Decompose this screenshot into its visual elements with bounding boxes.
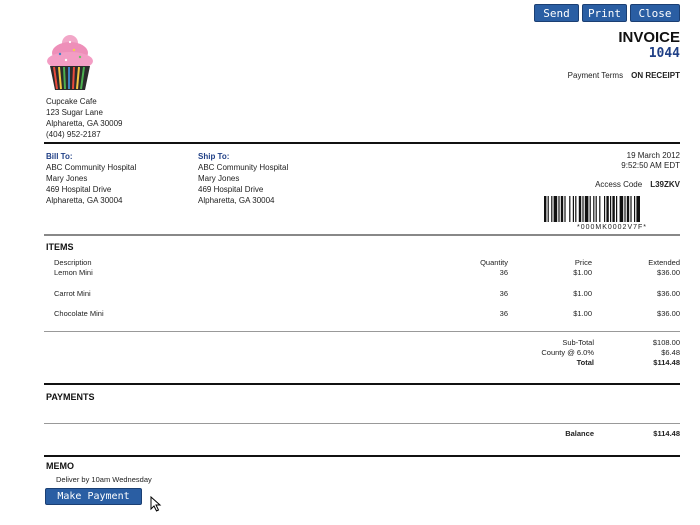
memo-title: MEMO <box>46 461 74 471</box>
total-value: $114.48 <box>653 358 680 367</box>
col-description: Description <box>54 258 92 267</box>
col-extended: Extended <box>648 258 680 267</box>
items-title: ITEMS <box>46 242 74 252</box>
subtotal-value: $108.00 <box>652 338 680 347</box>
divider <box>44 234 680 236</box>
divider <box>44 455 680 457</box>
items-header <box>54 258 680 268</box>
invoice-date <box>621 151 680 171</box>
item-extended: $36.00 <box>657 268 680 277</box>
send-button[interactable]: Send <box>534 4 579 22</box>
payment-terms-value: ON RECEIPT <box>631 71 680 80</box>
total-row <box>480 358 680 368</box>
divider <box>44 423 680 424</box>
invoice-title: INVOICE <box>618 29 680 46</box>
seller-name: Cupcake Cafe <box>46 97 97 106</box>
seller-phone: (404) 952-2187 <box>46 130 101 139</box>
item-price: $1.00 <box>573 289 592 298</box>
tax-label: County @ 6.0% <box>541 348 594 357</box>
memo-text: Deliver by 10am Wednesday <box>56 475 152 484</box>
item-description: Lemon Mini <box>54 268 93 277</box>
payments-title: PAYMENTS <box>46 392 95 402</box>
make-payment-button[interactable]: Make Payment <box>45 488 142 505</box>
divider <box>44 383 680 385</box>
print-button[interactable]: Print <box>582 4 627 22</box>
ship-to-heading: Ship To: <box>198 152 230 161</box>
payment-terms <box>568 71 680 80</box>
divider <box>44 331 680 332</box>
seller-address <box>46 96 123 140</box>
invoice-number: 1044 <box>648 46 680 61</box>
bill-to-org: ABC Community Hospital <box>46 163 137 172</box>
col-price: Price <box>574 258 592 267</box>
table-row <box>54 309 680 319</box>
item-price: $1.00 <box>573 268 592 277</box>
tax-row <box>480 348 680 358</box>
access-code <box>595 180 680 189</box>
item-extended: $36.00 <box>657 289 680 298</box>
ship-to-street: 469 Hospital Drive <box>198 185 264 194</box>
ship-to-block <box>198 151 288 206</box>
bill-to-city: Alpharetta, GA 30004 <box>46 196 123 205</box>
bill-to-heading: Bill To: <box>46 152 73 161</box>
barcode-icon <box>544 196 680 222</box>
bill-to-street: 469 Hospital Drive <box>46 185 112 194</box>
tax-value: $6.48 <box>661 348 680 357</box>
subtotal-label: Sub-Total <box>562 338 594 347</box>
item-quantity: 36 <box>499 309 508 318</box>
cupcake-logo-icon <box>44 30 96 94</box>
divider <box>44 142 680 144</box>
col-quantity: Quantity <box>480 258 508 267</box>
item-price: $1.00 <box>573 309 592 318</box>
seller-city: Alpharetta, GA 30009 <box>46 119 123 128</box>
payment-terms-label: Payment Terms <box>567 71 624 80</box>
item-description: Carrot Mini <box>54 289 91 298</box>
time-text: 9:52:50 AM EDT <box>621 161 680 170</box>
ship-to-name: Mary Jones <box>198 174 240 183</box>
seller-street: 123 Sugar Lane <box>46 108 103 117</box>
balance-row <box>480 429 680 439</box>
access-code-value: L39ZKV <box>650 180 680 189</box>
table-row <box>54 268 680 278</box>
date-text: 19 March 2012 <box>626 151 680 160</box>
bill-to-block <box>46 151 136 206</box>
subtotal-row <box>480 338 680 348</box>
mouse-cursor-icon <box>150 496 162 512</box>
bill-to-name: Mary Jones <box>46 174 88 183</box>
ship-to-city: Alpharetta, GA 30004 <box>198 196 275 205</box>
total-label: Total <box>576 358 594 367</box>
close-button[interactable]: Close <box>630 4 680 22</box>
access-code-label: Access Code <box>595 180 643 189</box>
item-extended: $36.00 <box>657 309 680 318</box>
item-description: Chocolate Mini <box>54 309 104 318</box>
balance-value: $114.48 <box>653 429 680 438</box>
ship-to-org: ABC Community Hospital <box>198 163 289 172</box>
balance-label: Balance <box>565 429 594 438</box>
item-quantity: 36 <box>499 268 508 277</box>
item-quantity: 36 <box>499 289 508 298</box>
table-row <box>54 289 680 299</box>
barcode-text: *000MK0002V7F* <box>576 224 648 231</box>
